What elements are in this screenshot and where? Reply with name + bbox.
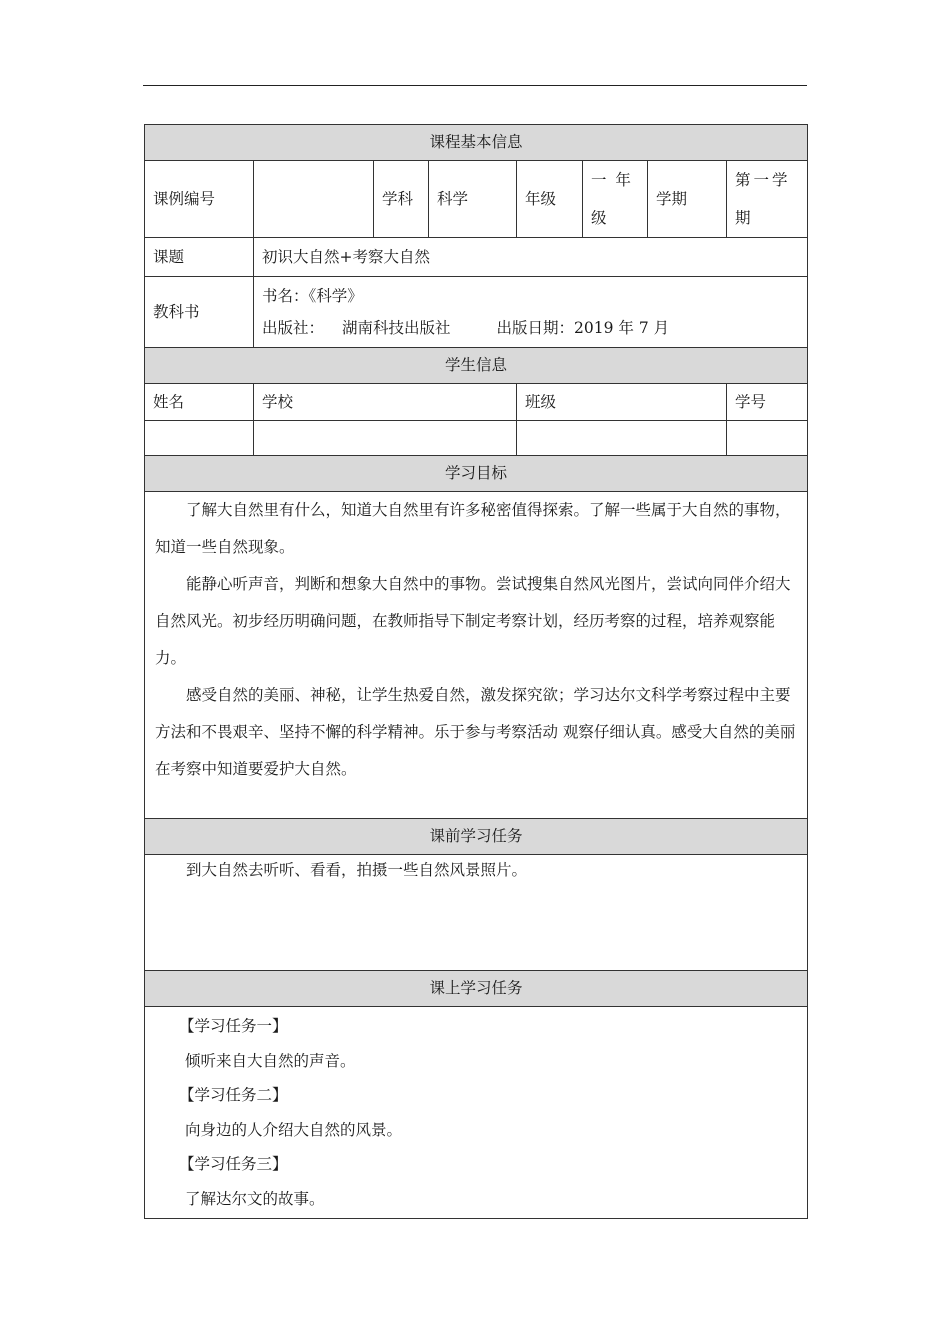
grade-label: 年级 [517, 161, 583, 238]
term-label: 学期 [648, 161, 727, 238]
publisher-line [262, 318, 799, 338]
term-value-line2: 期 [735, 209, 751, 227]
task-title: 【学习任务一】 [179, 1017, 288, 1035]
section-pre-class-tasks: 课前学习任务 [145, 819, 808, 855]
case-no-value [254, 161, 374, 238]
in-class-body [145, 1007, 808, 1219]
student-class-label: 班级 [517, 384, 727, 421]
subject-label: 学科 [374, 161, 429, 238]
grade-value [583, 161, 648, 238]
task-text: 向身边的人介绍大自然的风景。 [185, 1120, 403, 1139]
student-id-label: 学号 [727, 384, 808, 421]
section-basic-info: 课程基本信息 [145, 125, 808, 161]
topic-label: 课题 [145, 238, 254, 277]
lesson-info-table [144, 124, 808, 1219]
section-student-info: 学生信息 [145, 348, 808, 384]
publisher-value: 湖南科技出版社 [342, 319, 451, 337]
task-title: 【学习任务三】 [179, 1155, 288, 1173]
section-objectives: 学习目标 [145, 456, 808, 492]
task-text: 倾听来自大自然的声音。 [185, 1051, 356, 1070]
term-value-line1: 第一学 [735, 171, 791, 189]
case-no-label: 课例编号 [145, 161, 254, 238]
textbook-details [254, 277, 808, 348]
term-value [727, 161, 808, 238]
student-school-value [254, 421, 517, 456]
topic-value: 初识大自然+考察大自然 [254, 238, 808, 277]
student-name-label: 姓名 [145, 384, 254, 421]
grade-value-line2: 级 [591, 209, 607, 227]
objective-paragraph: 感受自然的美丽、神秘，让学生热爱自然，激发探究欲；学习达尔文科学考察过程中主要方法和不畏艰辛、坚持不懈的科学精神。乐于参与考察活动 观察仔细认真。感受大自然的美丽 在考察中知道要爱护大自然。 [155, 686, 796, 778]
header-rule [143, 85, 807, 86]
student-name-value [145, 421, 254, 456]
textbook-label: 教科书 [145, 277, 254, 348]
student-id-value [727, 421, 808, 456]
book-name: 书名：《科学》 [262, 286, 363, 305]
section-in-class-tasks: 课上学习任务 [145, 971, 808, 1007]
pre-class-body [145, 855, 808, 971]
task-text: 了解达尔文的故事。 [185, 1189, 325, 1208]
student-school-label: 学校 [254, 384, 517, 421]
subject-value: 科学 [429, 161, 517, 238]
grade-value-line1: 一 年 [591, 171, 633, 189]
objectives-body [145, 492, 808, 819]
pre-class-text: 到大自然去听听、看看，拍摄一些自然风景照片。 [186, 861, 528, 879]
objective-paragraph: 能静心听声音，判断和想象大自然中的事物。尝试搜集自然风光图片，尝试向同伴介绍大自然风光。初步经历明确问题，在教师指导下制定考察计划，经历考察的过程，培养观察能力。 [155, 575, 791, 667]
student-class-value [517, 421, 727, 456]
objective-paragraph: 了解大自然里有什么，知道大自然里有许多秘密值得探索。了解一些属于大自然的事物，知道一些自然现象。 [155, 501, 791, 556]
publisher-label: 出版社： [262, 319, 325, 337]
task-title: 【学习任务二】 [179, 1086, 288, 1104]
publication-date: 出版日期：2019 年 7 月 [496, 319, 670, 337]
